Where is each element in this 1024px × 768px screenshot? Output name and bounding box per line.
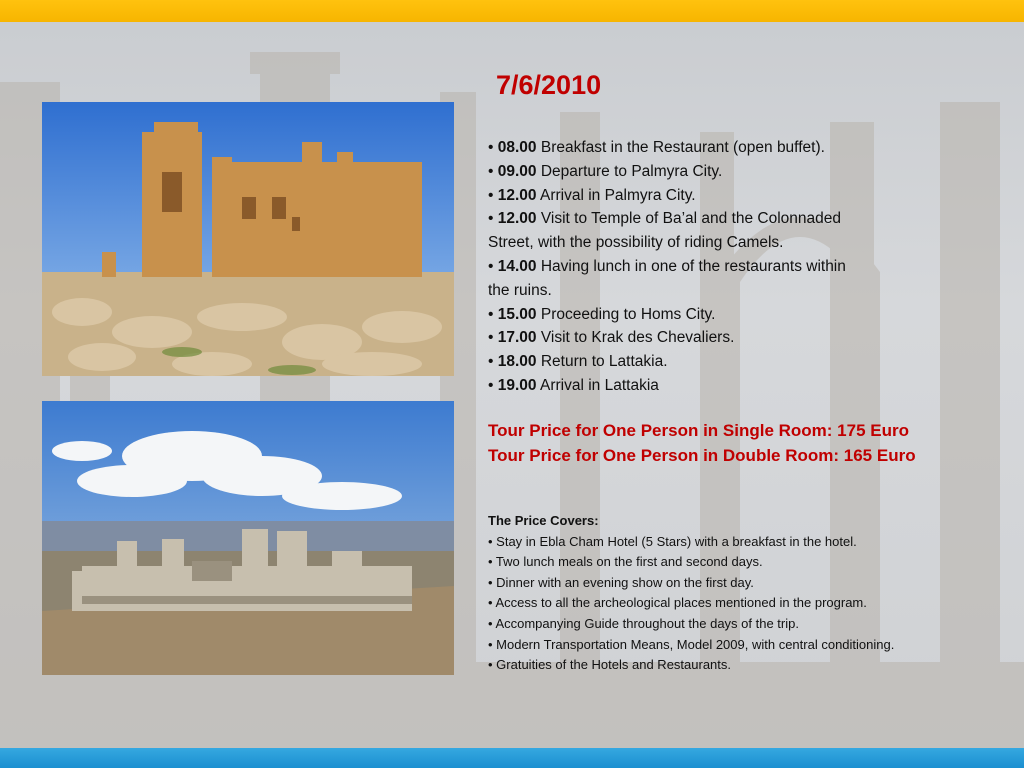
schedule-time: 17.00 [497,329,537,347]
schedule-text: Departure to Palmyra City. [540,162,723,180]
schedule-time: 18.00 [497,353,537,371]
list-item: • Modern Transportation Means, Model 2009, with central conditioning. [488,636,895,652]
schedule-list [488,136,1008,398]
bullet: • [488,329,494,347]
bullet: • [488,186,494,204]
list-item [488,303,1008,327]
top-accent-bar [0,0,1024,22]
bullet: • [488,139,494,156]
price-double-room: Tour Price for One Person in Double Room: 165 Euro [488,446,916,465]
list-item: • Two lunch meals on the first and second days. [488,554,763,570]
bullet: • [488,210,494,228]
list-item [488,136,1008,160]
price-covers-list [488,511,1018,676]
schedule-time: 14.00 [497,257,537,275]
price-covers-heading: The Price Covers: [488,513,599,528]
schedule-time: 09.00 [497,162,537,180]
price-single-room: Tour Price for One Person in Single Room: 175 Euro [488,421,909,440]
schedule-text: Return to Lattakia. [540,353,668,371]
list-item: • Dinner with an evening show on the first day. [488,574,754,590]
list-item: • Accompanying Guide throughout the days of the trip. [488,615,799,631]
schedule-text: Having lunch in one of the restaurants within [540,257,846,275]
list-item [488,207,1008,231]
schedule-time: 12.00 [497,210,537,228]
bullet: • [488,376,494,394]
bullet: • [488,162,494,180]
schedule-time: 08.00 [497,139,537,156]
list-item [488,350,1008,374]
bottom-accent-bar [0,748,1024,768]
schedule-text: Arrival in Palmyra City. [540,186,696,204]
bullet: • [488,305,494,323]
schedule-text: Breakfast in the Restaurant (open buffet). [540,139,825,156]
list-item: • Stay in Ebla Cham Hotel (5 Stars) with a breakfast in the hotel. [488,533,857,549]
schedule-time: 15.00 [497,305,537,323]
list-item [488,326,1008,350]
schedule-time: 12.00 [497,186,537,204]
list-item [488,255,1008,279]
list-item [488,160,1008,184]
schedule-time: 19.00 [497,376,537,394]
temple-of-bel-photo [42,102,454,376]
schedule-text: Visit to Temple of Ba’al and the Colonnaded [540,210,842,228]
bullet: • [488,353,494,371]
schedule-text: Proceeding to Homs City. [540,305,716,323]
list-item [488,184,1008,208]
list-item-continuation: the ruins. [488,281,552,299]
list-item: • Gratuities of the Hotels and Restaurants. [488,657,732,673]
bullet: • [488,257,494,275]
list-item: • Access to all the archeological places mentioned in the program. [488,595,867,611]
krak-des-chevaliers-photo [42,401,454,675]
price-block [488,418,1018,468]
list-item-continuation: Street, with the possibility of riding Camels. [488,234,784,252]
list-item [488,374,1008,398]
page-title: 7/6/2010 [496,70,602,100]
schedule-text: Visit to Krak des Chevaliers. [540,329,735,347]
schedule-text: Arrival in Lattakia [540,376,659,394]
